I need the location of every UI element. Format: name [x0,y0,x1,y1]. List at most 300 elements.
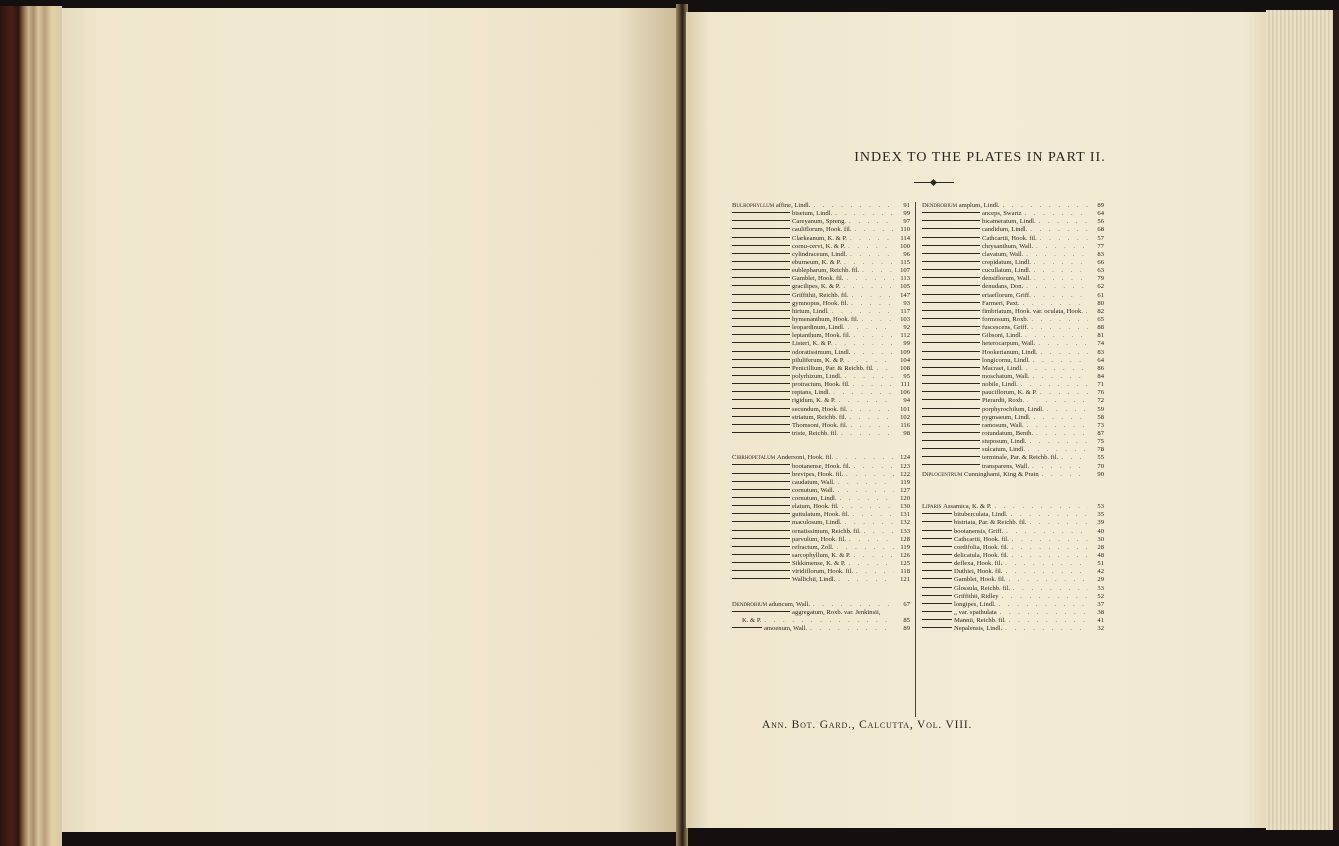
index-entry [732,397,910,405]
entry-name [732,267,859,275]
species-name: bisetum, Lindl. [792,210,833,218]
index-entry [732,479,910,487]
ditto-dash [732,424,790,425]
entry-name [922,210,1022,218]
index-entry [732,536,910,544]
page-number: 108 [900,364,910,372]
index-entry [922,357,1104,365]
entry-name [922,202,1000,210]
index-entry [922,625,1104,633]
entry-name [922,292,1031,300]
leader-dots [807,625,894,633]
leader-dots [847,235,894,243]
page-number: 40 [1097,527,1104,535]
leader-dots [850,332,894,340]
ditto-dash [922,432,980,433]
page-number: 128 [900,535,910,543]
index-entry [732,373,910,381]
index-entry [732,389,910,397]
page-number: 82 [1097,307,1104,315]
species-name: Macraei, Lindl. [982,364,1023,372]
ditto-dash [732,505,790,506]
species-name: amplum, Lindl. [958,202,1000,209]
leader-dots [850,381,894,389]
index-entry [922,463,1104,471]
species-name: piluliferum, K. & P. [792,356,845,364]
species-name: nobile, Lindl. [982,381,1018,389]
species-name: Gibsoni, Lindl. [982,332,1023,340]
leader-dots [1025,446,1088,454]
page-number: 106 [900,389,910,397]
ditto-dash [922,521,952,522]
ditto-dash [732,627,762,628]
leader-dots [858,316,894,324]
leader-dots [834,487,894,495]
species-name: Listeri, K. & P. [792,340,832,348]
entry-name [732,625,807,633]
leader-dots [1035,340,1088,348]
leader-dots [1027,519,1088,527]
entry-name [922,300,1020,308]
index-entry [922,585,1104,593]
species-name: heterocarpum, Wall. [982,340,1036,348]
page-title: INDEX TO THE PLATES IN PART II. [854,150,1106,165]
entry-name [922,601,996,609]
index-entry [732,617,910,625]
species-name: reptans, Lindl. [792,389,831,397]
index-entry [922,528,1104,536]
ditto-dash [732,554,790,555]
species-name: Sikkimense, K. & P. [792,560,846,568]
index-entry [922,414,1104,422]
index-entry [922,251,1104,259]
index-entry [732,332,910,340]
index-entry [732,519,910,527]
species-name: parvulum, Hook. fil. [792,535,847,543]
ditto-dash [922,261,980,262]
ditto-dash [732,570,790,571]
page-number: 127 [900,486,910,494]
species-name: densiflorum, Wall. [982,275,1031,283]
species-name: bootanensis, Griff. [954,527,1004,535]
entry-name [732,568,853,576]
leader-dots [861,528,894,536]
species-name: triste, Reichb. fil. [792,429,838,437]
leader-dots [832,340,894,348]
entry-name [732,503,839,511]
page-number: 51 [1097,560,1104,568]
species-name: viridiflorum, Hook. fil. [792,568,853,576]
entry-name [732,332,850,340]
leader-dots [1031,275,1088,283]
page-number: 61 [1097,291,1104,299]
entry-name [732,536,846,544]
species-name: K. & P. [742,617,762,625]
ditto-dash [732,473,790,474]
species-name: Hookerianum, Lindl. [982,348,1038,356]
index-entry [922,406,1104,414]
species-name: Gamblei, Hook. fil. [792,275,844,283]
page-number: 107 [900,267,910,275]
ditto-dash [922,326,980,327]
ditto-dash [922,399,980,400]
page-number: 33 [1097,584,1104,592]
species-name: eburneum, K. & P. [792,258,842,266]
page-number: 57 [1097,234,1104,242]
ditto-dash [922,220,980,221]
ditto-dash [922,562,952,563]
index-entry [922,454,1104,462]
index-entry [732,267,910,275]
genus-name: Dendrobium [732,600,769,608]
leader-dots [841,259,894,267]
entry-name [922,397,1024,405]
ditto-dash [922,245,980,246]
leader-dots [852,226,894,234]
ditto-dash [732,611,790,612]
page-number: 119 [900,478,910,486]
page-number: 52 [1097,592,1104,600]
entry-name [732,349,850,357]
page-number: 55 [1097,454,1104,462]
entry-name [732,519,842,527]
leader-dots [874,365,894,373]
leader-dots [1003,568,1088,576]
ditto-dash [922,391,980,392]
entry-name [922,625,1002,633]
species-name: cordifolia, Hook. fil. [954,543,1009,551]
index-entry [732,235,910,243]
index-entry [922,544,1104,552]
page-number: 130 [900,503,910,511]
species-name: anceps, Swartz [982,210,1022,218]
species-name: Wallichii, Lindl. [792,576,836,584]
index-entry [732,544,910,552]
species-name: aduncum, Wall. [768,600,810,608]
entry-name [922,585,1010,593]
ditto-dash [732,538,790,539]
entry-name [922,365,1023,373]
ditto-dash [922,619,952,620]
entry-name [922,283,1023,291]
species-name: Cathcartii, Hook. fil. [982,234,1037,242]
species-name: gymnopus, Hook. fil. [792,299,849,307]
page-number: 125 [900,560,910,568]
species-name: fuscescens, Griff. [982,324,1029,332]
ditto-dash [922,611,952,612]
entry-name [732,479,835,487]
ditto-dash [922,383,980,384]
species-name: cornutum, Wall. [792,486,835,494]
entry-name [732,414,846,422]
leader-dots [837,495,894,503]
page-number: 65 [1097,315,1104,323]
leader-dots [1029,463,1088,471]
index-entry [922,609,1104,617]
page-number: 126 [900,552,910,560]
page-footer: Ann. Bot. Gard., Calcutta, Vol. VIII. [762,719,973,731]
species-name: formosum, Roxb. [982,315,1029,323]
leader-dots [848,292,894,300]
entry-name [922,528,1003,536]
entry-name [732,422,848,430]
entry-name [922,471,1039,479]
page-number: 59 [1097,405,1104,413]
entry-name [922,226,1027,234]
entry-name [922,446,1025,454]
ditto-dash [922,285,980,286]
page-number: 29 [1097,576,1104,584]
book-edge-left [0,6,62,846]
leader-dots [761,617,894,625]
entry-name [922,275,1031,283]
page-number: 110 [900,226,910,234]
species-name: Andersoni, Hook. fil. [776,454,834,462]
index-entry [732,601,910,609]
index-entry [922,340,1104,348]
index-entry [732,243,910,251]
entry-name [922,324,1028,332]
page-number: 64 [1097,210,1104,218]
index-entry [922,471,1104,479]
spacer [732,593,910,601]
species-name: Griffithii, Reichb. fil. [792,291,849,299]
index-entry [732,300,910,308]
ditto-dash [922,294,980,295]
entry-name [732,487,834,495]
entry-name [922,259,1031,267]
entry-name [732,406,848,414]
ditto-dash [732,391,790,392]
entry-name [922,406,1044,414]
index-entry [732,308,910,316]
page-number: 78 [1097,446,1104,454]
ditto-dash [922,367,980,368]
page-number: 66 [1097,258,1104,266]
leader-dots [1031,292,1088,300]
index-entry [922,324,1104,332]
index-entry [922,601,1104,609]
page-number: 80 [1097,299,1104,307]
leader-dots [842,373,894,381]
ditto-dash [732,359,790,360]
page-number: 89 [1097,202,1104,209]
species-name: leptanthum, Hook. fil. [792,332,851,340]
page-number: 114 [900,234,910,242]
entry-name [732,544,834,552]
species-name: candidum, Lindl. [982,226,1028,234]
index-entry [732,463,910,471]
index-entry [922,373,1104,381]
entry-name [922,332,1022,340]
ditto-dash [922,448,980,449]
leader-dots [1024,422,1088,430]
leader-dots [1023,365,1088,373]
species-name: sarcophyllum, K. & P. [792,552,851,560]
page-number: 123 [900,462,910,470]
entry-name [922,340,1035,348]
leader-dots [1033,243,1088,251]
species-name: striatum, Reichb. fil. [792,413,847,421]
page-number: 119 [900,543,910,551]
entry-name [922,235,1037,243]
genus-name: Bulbophyllum [732,202,776,209]
page-number: 64 [1097,356,1104,364]
page-number: 120 [900,495,910,503]
ditto-dash [922,464,980,465]
ditto-dash [732,521,790,522]
leader-dots [1024,397,1088,405]
ditto-dash [922,269,980,270]
species-name: rotundatum, Benth. [982,429,1034,437]
leader-dots [1037,235,1088,243]
leader-dots [843,275,894,283]
entry-name [922,560,1002,568]
ditto-dash [922,212,980,213]
page-number: 117 [900,307,910,315]
index-entry [732,210,910,218]
page-number: 58 [1097,413,1104,421]
index-entry [732,609,910,617]
ditto-dash [732,375,790,376]
species-name: Clarkeanum, K. & P. [792,234,847,242]
entry-name [732,560,846,568]
leader-dots [1058,454,1088,462]
index-column-left [732,202,910,633]
species-name: bicameratum, Lindl. [982,218,1036,226]
index-column-right [922,202,1104,633]
leader-dots [859,267,894,275]
leader-dots [1031,259,1088,267]
page-number: 73 [1097,421,1104,429]
species-name: pauciflorum, K. & P. [982,389,1037,397]
index-entry [732,340,910,348]
leader-dots [1031,267,1088,275]
ditto-dash [922,310,980,311]
spacer [922,487,1104,495]
ditto-dash [732,285,790,286]
ditto-dash [922,375,980,376]
index-entry [922,218,1104,226]
species-name: terminale, Par. & Reichb. fil. [982,454,1059,462]
entry-name [732,324,845,332]
species-name: Cunninghami, King & Prain [963,470,1039,478]
index-entry [922,300,1104,308]
entry-name [922,536,1009,544]
page-number: 133 [900,527,910,535]
page-number: 85 [903,617,910,625]
species-name: hymenanthum, Hook. fil. [792,315,859,323]
ditto-dash [922,302,980,303]
entry-name [732,218,846,226]
entry-name [922,552,1008,560]
entry-name [732,251,847,259]
entry-name [922,349,1038,357]
leader-dots [838,430,894,438]
ditto-dash [732,546,790,547]
entry-name [732,365,874,373]
species-name: cylindraceum, Lindl. [792,250,848,258]
column-divider [915,202,916,717]
index-entry [732,349,910,357]
ditto-dash [922,416,980,417]
species-name: clavatum, Wall. [982,250,1024,258]
leader-dots [1028,324,1088,332]
leader-dots [832,210,894,218]
page-number: 115 [900,258,910,266]
ditto-dash [732,351,790,352]
ditto-dash [732,294,790,295]
entry-name [732,471,843,479]
leader-dots [844,357,894,365]
page-number: 71 [1097,381,1104,389]
entry-name [922,430,1033,438]
page-number: 35 [1097,511,1104,519]
species-name: protractum, Hook. fil. [792,381,850,389]
entry-name [922,308,1083,316]
entry-name [732,511,849,519]
page-number: 116 [900,421,910,429]
index-entry [732,292,910,300]
ditto-dash [732,408,790,409]
index-entry [732,202,910,210]
page-number [894,609,910,617]
page-number: 63 [1097,267,1104,275]
ditto-dash [732,464,790,465]
index-entry [922,226,1104,234]
index-entry [922,365,1104,373]
entry-name [732,340,832,348]
entry-name [732,601,810,609]
index-entry [922,381,1104,389]
ditto-dash [732,212,790,213]
book-edge-right [1266,10,1339,830]
leader-dots [1018,381,1088,389]
species-name: denudans, Don. [982,283,1024,291]
species-name: eriaeflorum, Griff. [982,291,1031,299]
page-number: 48 [1097,552,1104,560]
species-name: Pierardii, Roxb. [982,397,1024,405]
entry-name [922,316,1028,324]
spacer [922,479,1104,487]
leader-dots [842,519,894,527]
species-name: secundum, Hook. fil. [792,405,848,413]
page-number: 132 [900,519,910,527]
leader-dots [1036,218,1088,226]
entry-name [732,389,830,397]
index-entry [732,576,910,584]
ditto-dash [732,416,790,417]
ditto-dash [922,595,952,596]
entry-name [732,528,861,536]
page-number: 38 [1097,609,1104,617]
leader-dots [833,454,894,462]
index-entry [922,267,1104,275]
leader-dots [1010,585,1088,593]
index-entry [922,576,1104,584]
page-number: 91 [903,202,910,209]
page-number: 98 [903,429,910,437]
leader-dots [1027,438,1088,446]
entry-name [732,275,843,283]
entry-name [922,389,1037,397]
page-number: 87 [1097,429,1104,437]
page-number: 53 [1097,503,1104,511]
leader-dots [850,463,894,471]
species-name: bituberculata, Lindl. [954,511,1008,519]
page-number: 90 [1097,470,1104,478]
entry-name [922,218,1036,226]
